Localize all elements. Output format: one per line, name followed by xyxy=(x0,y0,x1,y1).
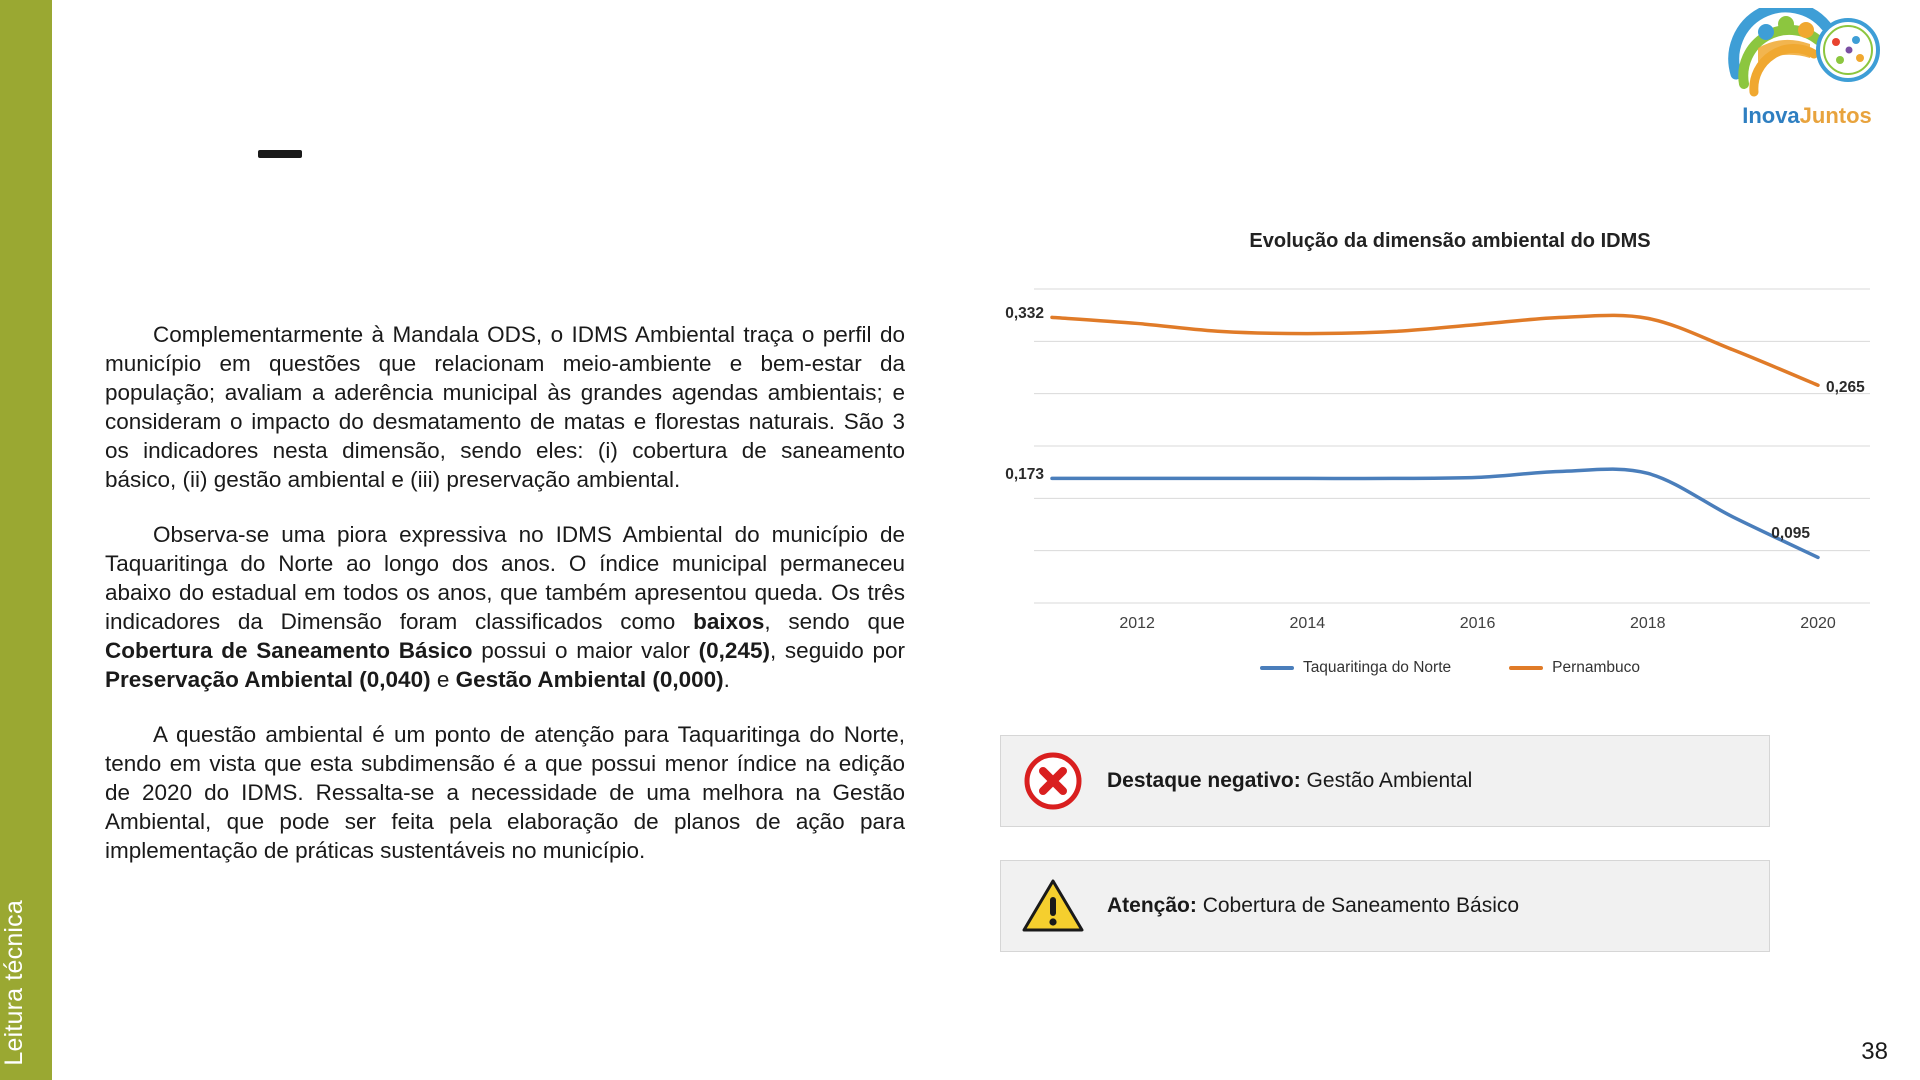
chart-label-pernambuco-start: 0,332 xyxy=(1005,305,1044,323)
body-text-column xyxy=(105,320,905,891)
callout-attention-text xyxy=(1107,894,1519,918)
chart-label-taquaritinga-end: 0,095 xyxy=(1771,525,1810,543)
logo-mark-icon xyxy=(1722,8,1892,108)
legend-label: Pernambuco xyxy=(1552,659,1641,676)
callout-negative-bold: Destaque negativo: xyxy=(1107,769,1301,792)
left-sidebar xyxy=(0,0,52,1080)
chart-legend xyxy=(1020,659,1880,677)
callout-attention-rest: Cobertura de Saneamento Básico xyxy=(1196,894,1520,917)
title-dash xyxy=(258,150,302,158)
callout-attention-bold: Atenção: xyxy=(1107,894,1197,917)
sidebar-label: Leitura técnica xyxy=(0,900,28,1066)
chart-x-tick: 2020 xyxy=(1800,615,1836,632)
chart-label-taquaritinga-start: 0,173 xyxy=(1005,466,1044,484)
chart-x-tick: 2016 xyxy=(1459,615,1496,632)
chart-svg xyxy=(1020,275,1880,615)
error-circle-x-icon xyxy=(1021,749,1085,813)
callout-negative-text xyxy=(1107,769,1472,793)
paragraph-3: A questão ambiental é um ponto de atenção para Taquaritinga do Norte, tendo em vista que esta subdimensão é a que possui menor índice na edição de 2020 do IDMS. Ressalta-se a necessidade de uma melhora na Gestão Ambiental, que pode ser feita pela elaboração de planos de ação para implementação de práticas sustentáveis no município. xyxy=(105,722,905,863)
chart-plot-area xyxy=(1005,275,1880,615)
chart-legend-item xyxy=(1260,659,1451,677)
legend-swatch-icon xyxy=(1260,666,1294,670)
legend-swatch-icon xyxy=(1509,666,1543,670)
callout-attention xyxy=(1000,860,1770,952)
page-number: 38 xyxy=(1861,1038,1888,1065)
logo-word-inova: Inova xyxy=(1742,103,1800,128)
logo-word-juntos: Juntos xyxy=(1799,103,1872,128)
chart-label-pernambuco-end: 0,265 xyxy=(1826,379,1865,397)
logo-wordmark xyxy=(1722,103,1892,129)
chart-x-axis-labels xyxy=(1020,615,1880,641)
legend-label: Taquaritinga do Norte xyxy=(1302,659,1452,676)
paragraph-2: Observa-se uma piora expressiva no IDMS Ambiental do município de Taquaritinga do Norte ao longo dos anos. O índice municipal permaneceu abaixo do estadual em todos os anos, que também apresentou queda. Os três indicadores da Dimensão foram classificados como baixos, sendo que Cobertura de Saneamento Básico possui o maior valor (0,245), seguido por Preservação Ambiental (0,040) e Gestão Ambiental (0,000). xyxy=(105,522,905,692)
paragraph-1: Complementarmente à Mandala ODS, o IDMS Ambiental traça o perfil do município em questões que relacionam meio-ambiente e bem-estar da população; avaliam a aderência municipal às grandes agendas ambientais; e consideram o impacto do desmatamento de matas e florestas naturais. São 3 os indicadores nesta dimensão, sendo eles: (i) cobertura de saneamento básico, (ii) gestão ambiental e (iii) preservação ambiental. xyxy=(105,322,905,492)
callout-negative-rest: Gestão Ambiental xyxy=(1300,769,1473,792)
chart-x-tick: 2012 xyxy=(1119,615,1155,632)
chart-legend-item xyxy=(1509,659,1640,677)
chart-title: Evolução da dimensão ambiental do IDMS xyxy=(1249,230,1651,252)
warning-triangle-icon xyxy=(1021,874,1085,938)
chart-x-tick: 2014 xyxy=(1289,615,1326,632)
chart-container xyxy=(1005,230,1880,700)
callout-negative-highlight xyxy=(1000,735,1770,827)
chart-x-tick: 2018 xyxy=(1629,615,1666,632)
inovajuntos-logo xyxy=(1722,8,1892,133)
